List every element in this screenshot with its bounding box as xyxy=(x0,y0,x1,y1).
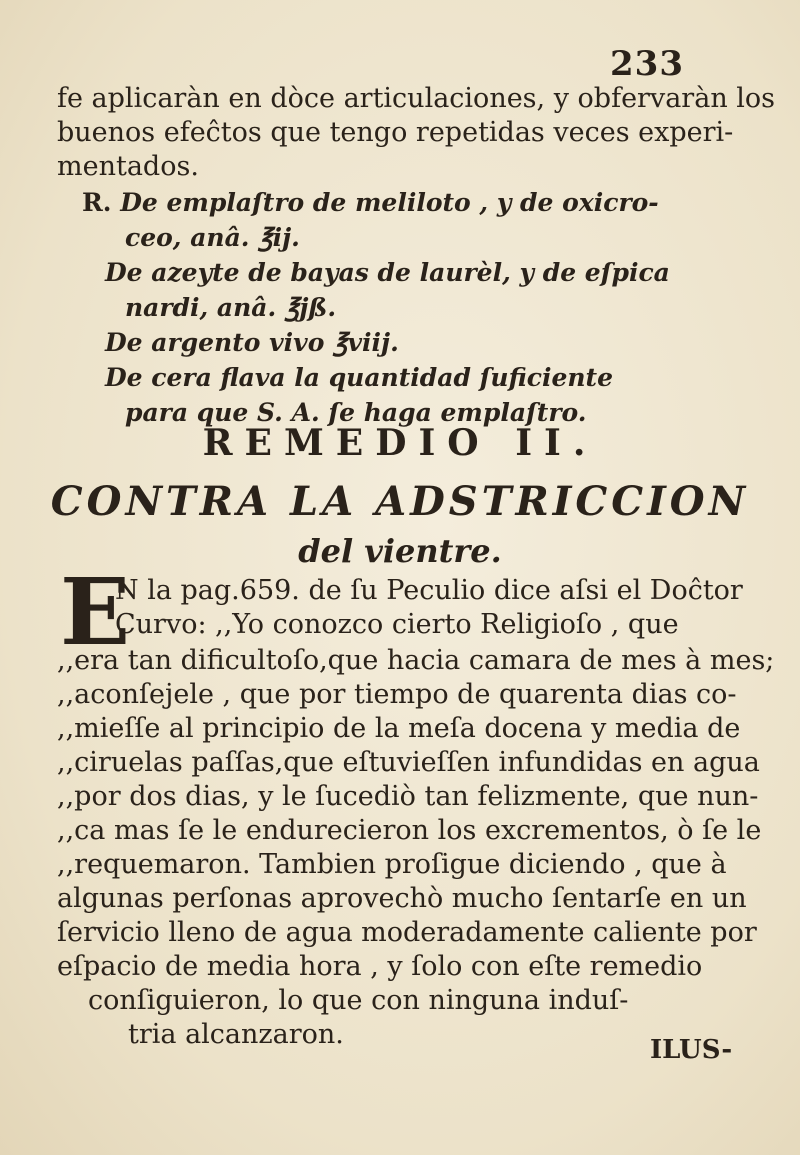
body-line: ,,aconſejele , que por tiempo de quarenta dias co- xyxy=(57,679,737,710)
remedio-title: REMEDIO II. xyxy=(202,422,598,464)
recipe-line: para que S. A. ſe haga emplaſtro. xyxy=(125,398,587,427)
intro-line: mentados. xyxy=(57,151,199,182)
body-line: ,,por dos dias, y le ſucediò tan felizmente, que nun- xyxy=(57,781,759,812)
body-line: algunas perſonas aprovechò mucho ſentarſe en un xyxy=(57,883,747,914)
recipe-text: De emplaſtro de meliloto , y de oxicro- xyxy=(120,188,659,217)
intro-line: buenos efeĉtos que tengo repetidas veces experi- xyxy=(57,117,734,148)
body-line: ,,ca mas ſe le endurecieron los excrementos, ò ſe le xyxy=(57,815,762,846)
body-line: Curvo: ,,Yo conozco cierto Religioſo , que xyxy=(115,609,679,640)
recipe-line: De argento vivo ℥viij. xyxy=(105,328,399,357)
body-line: conſiguieron, lo que con ninguna induſ- xyxy=(88,985,629,1016)
section-title: CONTRA LA ADSTRICCION xyxy=(50,478,750,525)
body-line: tria alcanzaron. xyxy=(128,1019,344,1050)
drop-cap: E xyxy=(60,558,131,666)
catchword: ILUS- xyxy=(650,1035,733,1065)
recipe-line: De cera flava la quantidad ſuficiente xyxy=(105,363,613,392)
recipe-symbol: R. xyxy=(82,188,112,217)
body-line: N la pag.659. de ſu Peculio dice aſsi el Doĉtor xyxy=(115,575,743,606)
section-subtitle: del vientre. xyxy=(298,532,502,570)
body-line: ,,mieſſe al principio de la meſa docena y media de xyxy=(57,713,741,744)
page-number: 233 xyxy=(610,44,684,84)
recipe-line xyxy=(82,188,659,217)
recipe-line: De azeyte de bayas de laurèl, y de eſpica xyxy=(105,258,670,287)
body-line: ,,requemaron. Tambien proſigue diciendo , que à xyxy=(57,849,727,880)
body-line: ſervicio lleno de agua moderadamente caliente por xyxy=(57,917,757,948)
body-line: ,,ciruelas paſſas,que eſtuvieſſen infundidas en agua xyxy=(57,747,760,778)
intro-line: fe aplicaràn en dòce articulaciones, y obfervaràn los xyxy=(57,83,776,114)
body-line: eſpacio de media hora , y ſolo con eſte remedio xyxy=(57,951,703,982)
body-line: ,,era tan dificultoſo,que hacia camara de mes à mes; xyxy=(57,645,775,676)
recipe-line: ceo, anâ. ℥ij. xyxy=(125,223,300,252)
recipe-line: nardi, anâ. ℥jß. xyxy=(125,293,337,322)
